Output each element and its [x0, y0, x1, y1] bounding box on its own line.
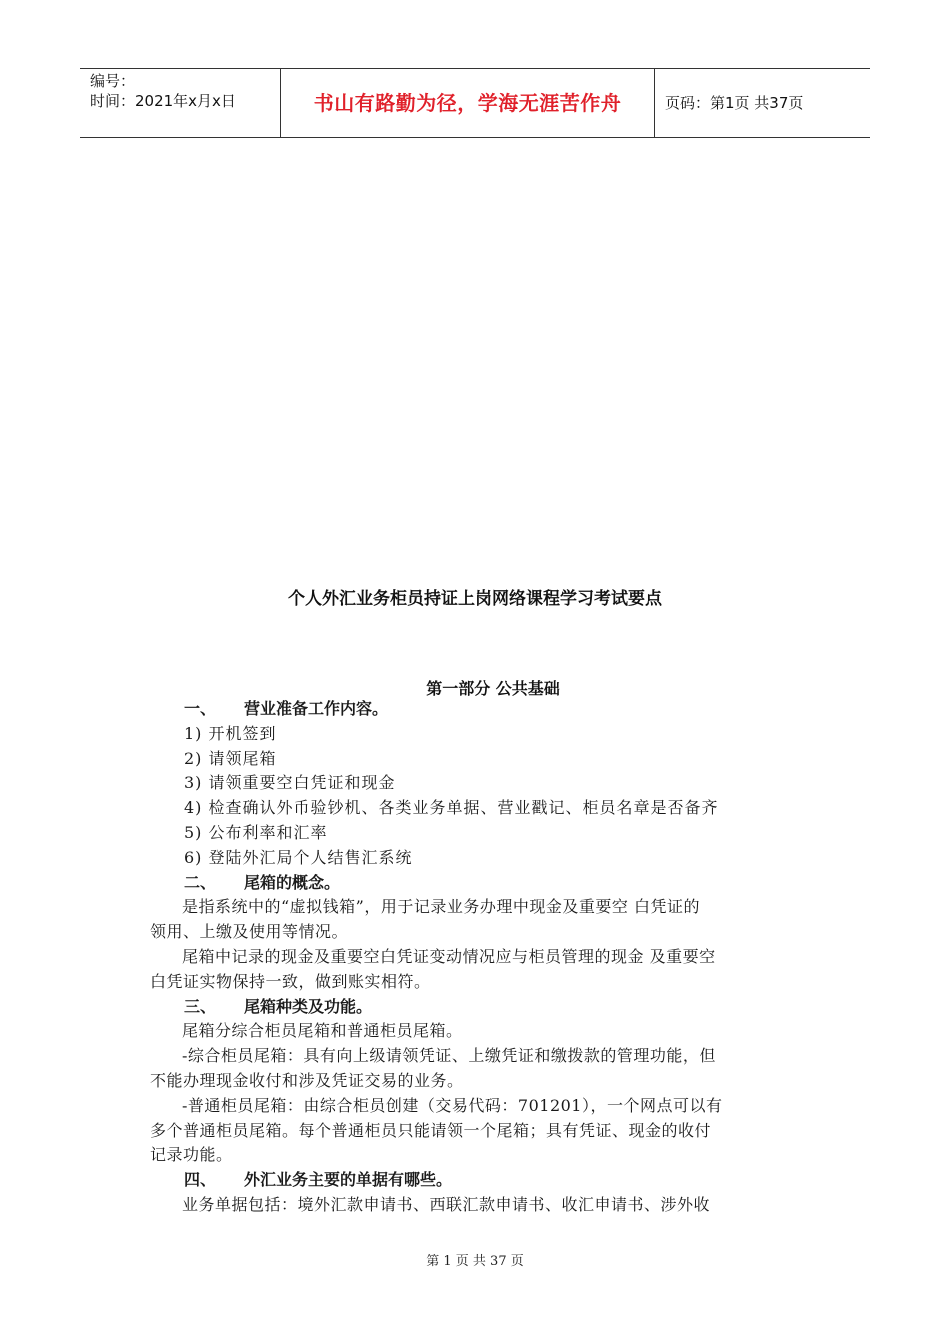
section-number: 二、 [184, 872, 217, 892]
number-label: 编号： [90, 72, 136, 90]
paragraph-line: 多个普通柜员尾箱。每个普通柜员只能请领一个尾箱；具有凭证、现金的收付 [150, 1120, 712, 1140]
document-title: 个人外汇业务柜员持证上岗网络课程学习考试要点 [288, 589, 662, 609]
list-item: 5) 公布利率和汇率 [184, 822, 328, 842]
paragraph-line: -综合柜员尾箱：具有向上级请领凭证、上缴凭证和缴拨款的管理功能，但 [182, 1046, 716, 1066]
paragraph-line: 尾箱分综合柜员尾箱和普通柜员尾箱。 [182, 1021, 463, 1041]
page-header [80, 68, 870, 138]
motto-text: 书山有路勤为径，学海无涯苦作舟 [313, 91, 622, 115]
paragraph-line: -普通柜员尾箱：由综合柜员创建（交易代码：701201），一个网点可以有 [182, 1095, 723, 1115]
section-title: 营业准备工作内容。 [244, 699, 389, 718]
section-heading [150, 995, 810, 1020]
paragraph-line: 领用、上缴及使用等情况。 [150, 922, 349, 942]
section-title: 尾箱种类及功能。 [244, 996, 373, 1016]
paragraph-line: 尾箱中记录的现金及重要空白凭证变动情况应与柜员管理的现金 及重要空 [182, 946, 716, 966]
section-heading [150, 1168, 810, 1193]
header-page [655, 69, 870, 137]
header-motto [281, 69, 655, 137]
section-number: 四、 [184, 1170, 217, 1190]
section-title: 尾箱的概念。 [244, 872, 341, 892]
list-item: 1) 开机签到 [184, 723, 277, 743]
list-item: 3) 请领重要空白凭证和现金 [184, 773, 396, 793]
paragraph-line: 不能办理现金收付和涉及凭证交易的业务。 [150, 1070, 464, 1090]
list-item: 2) 请领尾箱 [184, 748, 277, 768]
part-title: 第一部分 公共基础 [426, 679, 560, 698]
paragraph-line: 业务单据包括：境外汇款申请书、西联汇款申请书、收汇申请书、涉外收 [182, 1194, 711, 1214]
section-heading [150, 697, 810, 722]
paragraph-line: 记录功能。 [150, 1145, 233, 1165]
paragraph-line: 白凭证实物保持一致，做到账实相符。 [150, 971, 431, 991]
header-meta [80, 69, 281, 137]
paragraph-line: 是指系统中的“虚拟钱箱”，用于记录业务办理中现金及重要空 白凭证的 [182, 897, 700, 917]
page-label: 页码：第1页 共37页 [665, 94, 804, 112]
section-number: 一、 [184, 699, 217, 718]
list-item: 6) 登陆外汇局个人结售汇系统 [184, 847, 413, 867]
section-number: 三、 [184, 996, 217, 1016]
section-heading [150, 871, 810, 896]
list-item: 4) 检查确认外币验钞机、各类业务单据、营业戳记、柜员名章是否备齐 [184, 798, 719, 818]
section-title: 外汇业务主要的单据有哪些。 [244, 1170, 453, 1190]
page-footer: 第 1 页 共 37 页 [426, 1254, 524, 1269]
date-label: 时间：2021年x月x日 [90, 92, 236, 110]
document-body [150, 697, 810, 1218]
